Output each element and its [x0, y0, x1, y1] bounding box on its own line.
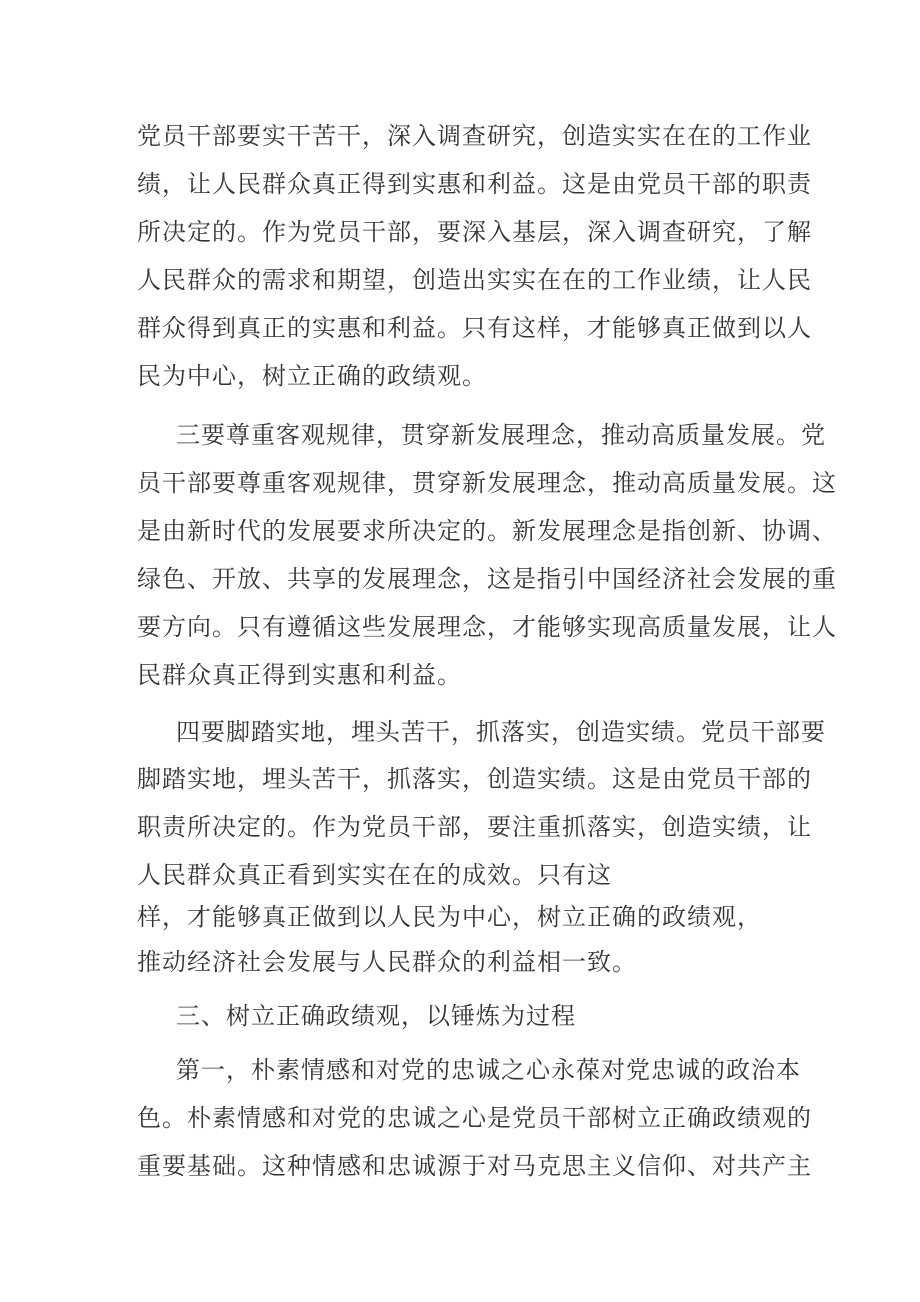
text-line: 绩，让人民群众真正得到实惠和利益。这是由党员干部的职责 [137, 170, 812, 198]
text-line: 人民群众的需求和期望，创造出实实在在的工作业绩，让人民 [137, 266, 812, 294]
text-line: 民群众真正得到实惠和利益。 [137, 661, 462, 689]
text-line: 色。朴素情感和对党的忠诚之心是党员干部树立正确政绩观的 [137, 1104, 812, 1132]
text-line: 所决定的。作为党员干部，要深入基层，深入调查研究，了解 [137, 218, 812, 246]
text-line: 重要基础。这种情感和忠诚源于对马克思主义信仰、对共产主 [137, 1152, 812, 1180]
paragraph-heading: 三要尊重客观规律，贯穿新发展理念，推动高质量发展。党 [176, 421, 826, 449]
text-line: 推动经济社会发展与人民群众的利益相一致。 [137, 948, 637, 976]
text-line: 要方向。只有遵循这些发展理念，才能够实现高质量发展，让人 [137, 613, 837, 641]
text-line: 党员干部要实干苦干，深入调查研究，创造实实在在的工作业 [137, 122, 812, 150]
text-line: 脚踏实地，埋头苦干，抓落实，创造实绩。这是由党员干部的 [137, 765, 812, 793]
text-line: 人民群众真正看到实实在在的成效。只有这 [137, 861, 612, 889]
text-line: 民为中心，树立正确的政绩观。 [137, 362, 487, 390]
text-line: 群众得到真正的实惠和利益。只有这样，才能够真正做到以人 [137, 314, 812, 342]
text-line: 员干部要尊重客观规律，贯穿新发展理念，推动高质量发展。这 [137, 469, 837, 497]
section-heading: 三、树立正确政绩观，以锤炼为过程 [176, 1002, 576, 1030]
paragraph-heading: 四要脚踏实地，埋头苦干，抓落实，创造实绩。党员干部要 [176, 718, 826, 746]
text-line: 样，才能够真正做到以人民为中心，树立正确的政绩观， [137, 903, 762, 931]
text-line: 绿色、开放、共享的发展理念，这是指引中国经济社会发展的重 [137, 565, 837, 593]
text-line: 是由新时代的发展要求所决定的。新发展理念是指创新、协调、 [137, 517, 837, 545]
text-line: 职责所决定的。作为党员干部，要注重抓落实，创造实绩，让 [137, 813, 812, 841]
paragraph-heading: 第一，朴素情感和对党的忠诚之心永葆对党忠诚的政治本 [176, 1056, 801, 1084]
